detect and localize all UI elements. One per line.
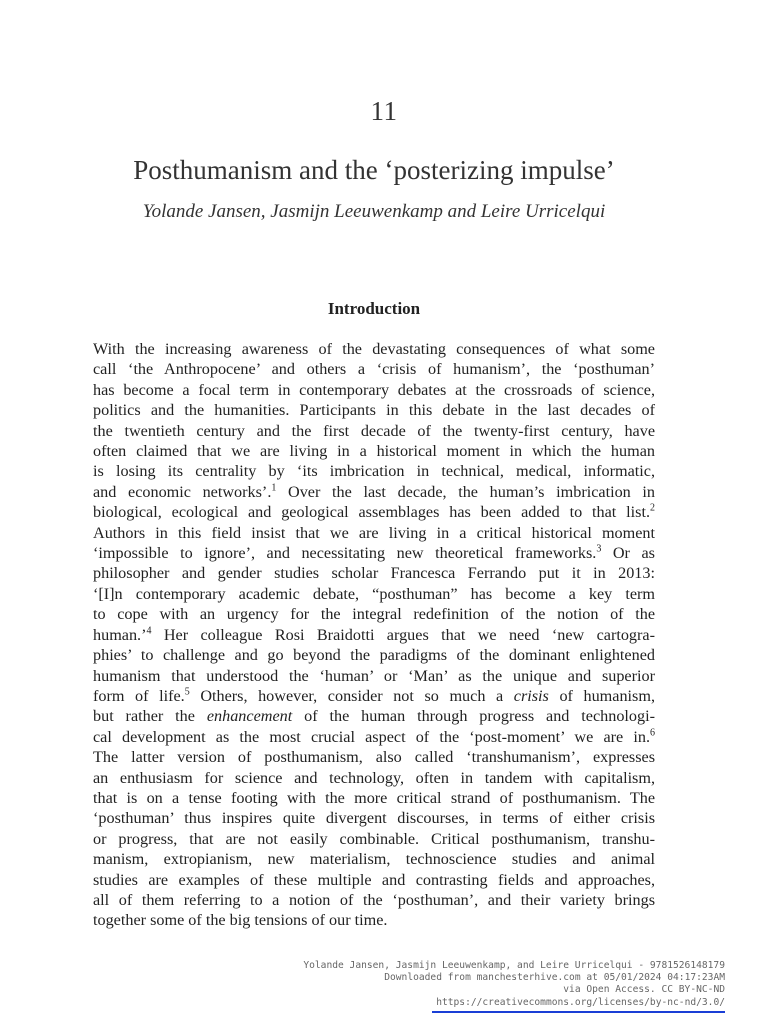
footnote-mark: 5 <box>184 686 190 698</box>
text-line: the twentieth century and the first decade of the twenty-first century, have <box>93 421 655 440</box>
body-paragraph <box>93 339 655 931</box>
emphasis-enhancement: enhancement <box>206 707 293 726</box>
text-line: With the increasing awareness of the devastating consequences of what some <box>93 340 655 358</box>
text-line: that is on a tense footing with the more critical strand of posthumanism. The <box>93 788 655 807</box>
download-footer <box>303 960 725 1013</box>
text-line: form of life.$^5$ Others, however, consider not so much a crisis of humanism, <box>93 686 655 705</box>
license-link[interactable]: https://creativecommons.org/licenses/by-nc-nd/3.0/ <box>432 997 725 1013</box>
text-line: together some of the big tensions of our time. <box>93 911 388 930</box>
footnote-mark: 6 <box>650 727 655 739</box>
chapter-title: Posthumanism and the ‘posterizing impulse’ <box>133 155 615 185</box>
text-line: studies are examples of these multiple and contrasting fields and approaches, <box>93 870 655 889</box>
text-line: politics and the humanities. Participants in this debate in the last decades of <box>93 401 655 420</box>
text-line: an enthusiasm for science and technology, often in tandem with capitalism, <box>93 768 655 787</box>
footnote-mark: 3 <box>596 543 602 555</box>
footer-line: Yolande Jansen, Jasmijn Leeuwenkamp, and Leire Urricelqui - 9781526148179 <box>303 960 725 971</box>
text-line: biological, ecological and geological assemblages has been added to that list.$^2$ <box>93 502 655 522</box>
text-line: all of them referring to a notion of the ‘posthuman’, and their variety brings <box>93 890 655 909</box>
text-line: but rather the enhancement of the human through progress and technologi- <box>93 707 655 726</box>
text-line: The latter version of posthumanism, also called ‘transhumanism’, expresses <box>93 748 655 767</box>
text-line: has become a focal term in contemporary debates at the crossroads of science, <box>93 380 655 399</box>
text-line: humanism that understood the ‘human’ or ‘Man’ as the unique and superior <box>93 666 655 685</box>
footnote-mark: 4 <box>146 625 152 637</box>
emphasis-crisis: crisis <box>513 686 549 705</box>
text-line: human.’$^4$ Her colleague Rosi Braidotti argues that we need ‘new cartogra- <box>93 625 655 644</box>
footer-line: Downloaded from manchesterhive.com at 05/01/2024 04:17:23AM <box>384 972 725 984</box>
text-line: ‘impossible to ignore’, and necessitating new theoretical frameworks.$^3$ Or as <box>93 543 655 563</box>
footnote-mark: 2 <box>650 502 655 514</box>
footer-line: via Open Access. CC BY-NC-ND <box>563 984 725 996</box>
chapter-authors: Yolande Jansen, Jasmijn Leeuwenkamp and Leire Urricelqui <box>142 201 606 222</box>
text-line: often claimed that we are living in a historical moment in which the human <box>93 442 655 461</box>
text-line: philosopher and gender studies scholar Francesca Ferrando put it in 2013: <box>93 564 655 583</box>
text-line: and economic networks’.$^1$ Over the last decade, the human’s imbrication in <box>93 482 655 501</box>
text-line: manism, extropianism, new materialism, technoscience studies and animal <box>93 850 655 869</box>
text-line: ‘[I]n contemporary academic debate, “posthuman” has become a key term <box>93 584 655 603</box>
text-line: Authors in this field insist that we are living in a critical historical moment <box>93 523 655 542</box>
text-line: phies’ to challenge and go beyond the paradigms of the dominant enlightened <box>93 646 655 665</box>
section-heading: Introduction <box>327 299 421 318</box>
text-line: ‘posthuman’ thus inspires quite divergent discourses, in terms of either crisis <box>93 809 655 828</box>
chapter-number: 11 <box>370 96 398 126</box>
text-line: or progress, that are not easily combinable. Critical posthumanism, transhu- <box>93 829 655 848</box>
text-line: call ‘the Anthropocene’ and others a ‘crisis of humanism’, the ‘posthuman’ <box>93 360 655 379</box>
footnote-mark: 1 <box>271 482 277 494</box>
text-line: to cope with an urgency for the integral redefinition of the notion of the <box>93 605 655 624</box>
text-line: is losing its centrality by ‘its imbrication in technical, medical, informatic, <box>93 462 655 481</box>
text-line: cal development as the most crucial aspect of the ‘post-moment’ we are in.$^6$ <box>93 727 655 746</box>
